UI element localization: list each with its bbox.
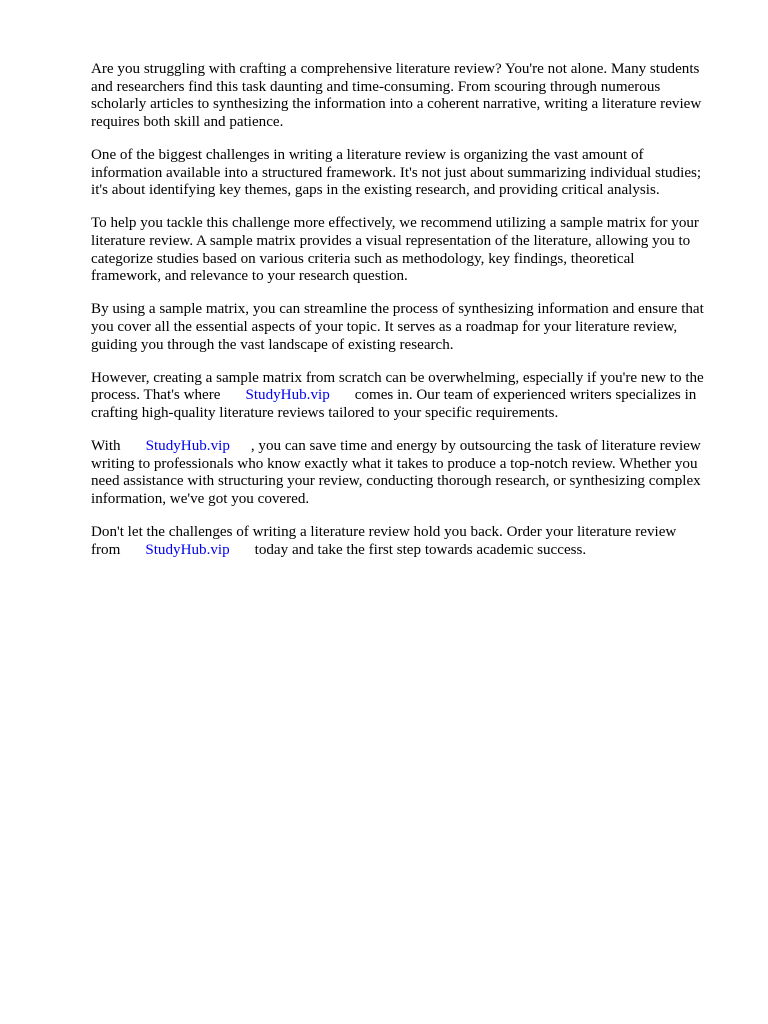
text-line: requires both skill and patience. bbox=[91, 113, 284, 130]
text-line: By using a sample matrix, you can streamline the process of synthesizing information and ensure that bbox=[91, 301, 704, 318]
text-fragment: With bbox=[91, 438, 121, 455]
text-line: information, we've got you covered. bbox=[91, 490, 310, 507]
text-line: One of the biggest challenges in writing a literature review is organizing the vast amount of bbox=[91, 146, 644, 163]
text-line: Are you struggling with crafting a comprehensive literature review? You're not alone. Many students bbox=[91, 61, 700, 77]
paragraph-challenges bbox=[91, 147, 731, 200]
paragraph-sample-matrix bbox=[91, 215, 731, 285]
paragraph-intro bbox=[91, 61, 731, 131]
text-line: framework, and relevance to your research question. bbox=[91, 268, 408, 285]
text-line bbox=[91, 542, 731, 560]
text-line: scholarly articles to synthesizing the information into a coherent narrative, writing a literature review bbox=[91, 96, 702, 113]
text-line: and researchers find this task daunting and time-consuming. From scouring through numerous bbox=[91, 78, 661, 95]
text-fragment: comes in. Our team of experienced writers specializes in bbox=[354, 387, 697, 404]
text-line: need assistance with structuring your review, conducting thorough research, or synthesizing complex bbox=[91, 473, 701, 490]
text-line bbox=[91, 438, 731, 456]
text-line: crafting high-quality literature reviews tailored to your specific requirements. bbox=[91, 404, 559, 421]
text-fragment: process. That's where bbox=[91, 387, 221, 404]
paragraph-studyhub-intro bbox=[91, 370, 731, 423]
text-line: Don't let the challenges of writing a literature review hold you back. Order your literature review bbox=[91, 524, 677, 541]
text-line: However, creating a sample matrix from scratch can be overwhelming, especially if you're new to the bbox=[91, 369, 704, 386]
text-fragment: today and take the first step towards academic success. bbox=[254, 541, 587, 558]
text-fragment: , you can save time and energy by outsourcing the task of literature review bbox=[250, 438, 701, 455]
paragraph-call-to-action bbox=[91, 524, 731, 559]
text-line: information available into a structured framework. It's not just about summarizing individual studies; bbox=[91, 164, 702, 181]
text-line: categorize studies based on various criteria such as methodology, key findings, theoretical bbox=[91, 250, 635, 267]
text-line: literature review. A sample matrix provides a visual representation of the literature, allowing you to bbox=[91, 232, 691, 249]
text-line: writing to professionals who know exactly what it takes to produce a top-notch review. Whether you bbox=[91, 455, 698, 472]
text-line bbox=[91, 387, 731, 405]
studyhub-link[interactable]: StudyHub.vip bbox=[245, 387, 330, 404]
text-line: it's about identifying key themes, gaps in the existing research, and providing critical analysis. bbox=[91, 182, 660, 199]
text-fragment: from bbox=[91, 541, 121, 558]
document-body bbox=[91, 61, 731, 575]
text-line: you cover all the essential aspects of your topic. It serves as a roadmap for your literature review, bbox=[91, 318, 678, 335]
text-line: To help you tackle this challenge more effectively, we recommend utilizing a sample matrix for your bbox=[91, 215, 699, 232]
text-line: guiding you through the vast landscape of existing research. bbox=[91, 336, 454, 353]
studyhub-link[interactable]: StudyHub.vip bbox=[145, 438, 230, 455]
paragraph-studyhub-benefits bbox=[91, 438, 731, 508]
studyhub-link[interactable]: StudyHub.vip bbox=[145, 541, 230, 558]
paragraph-using-matrix bbox=[91, 301, 731, 354]
